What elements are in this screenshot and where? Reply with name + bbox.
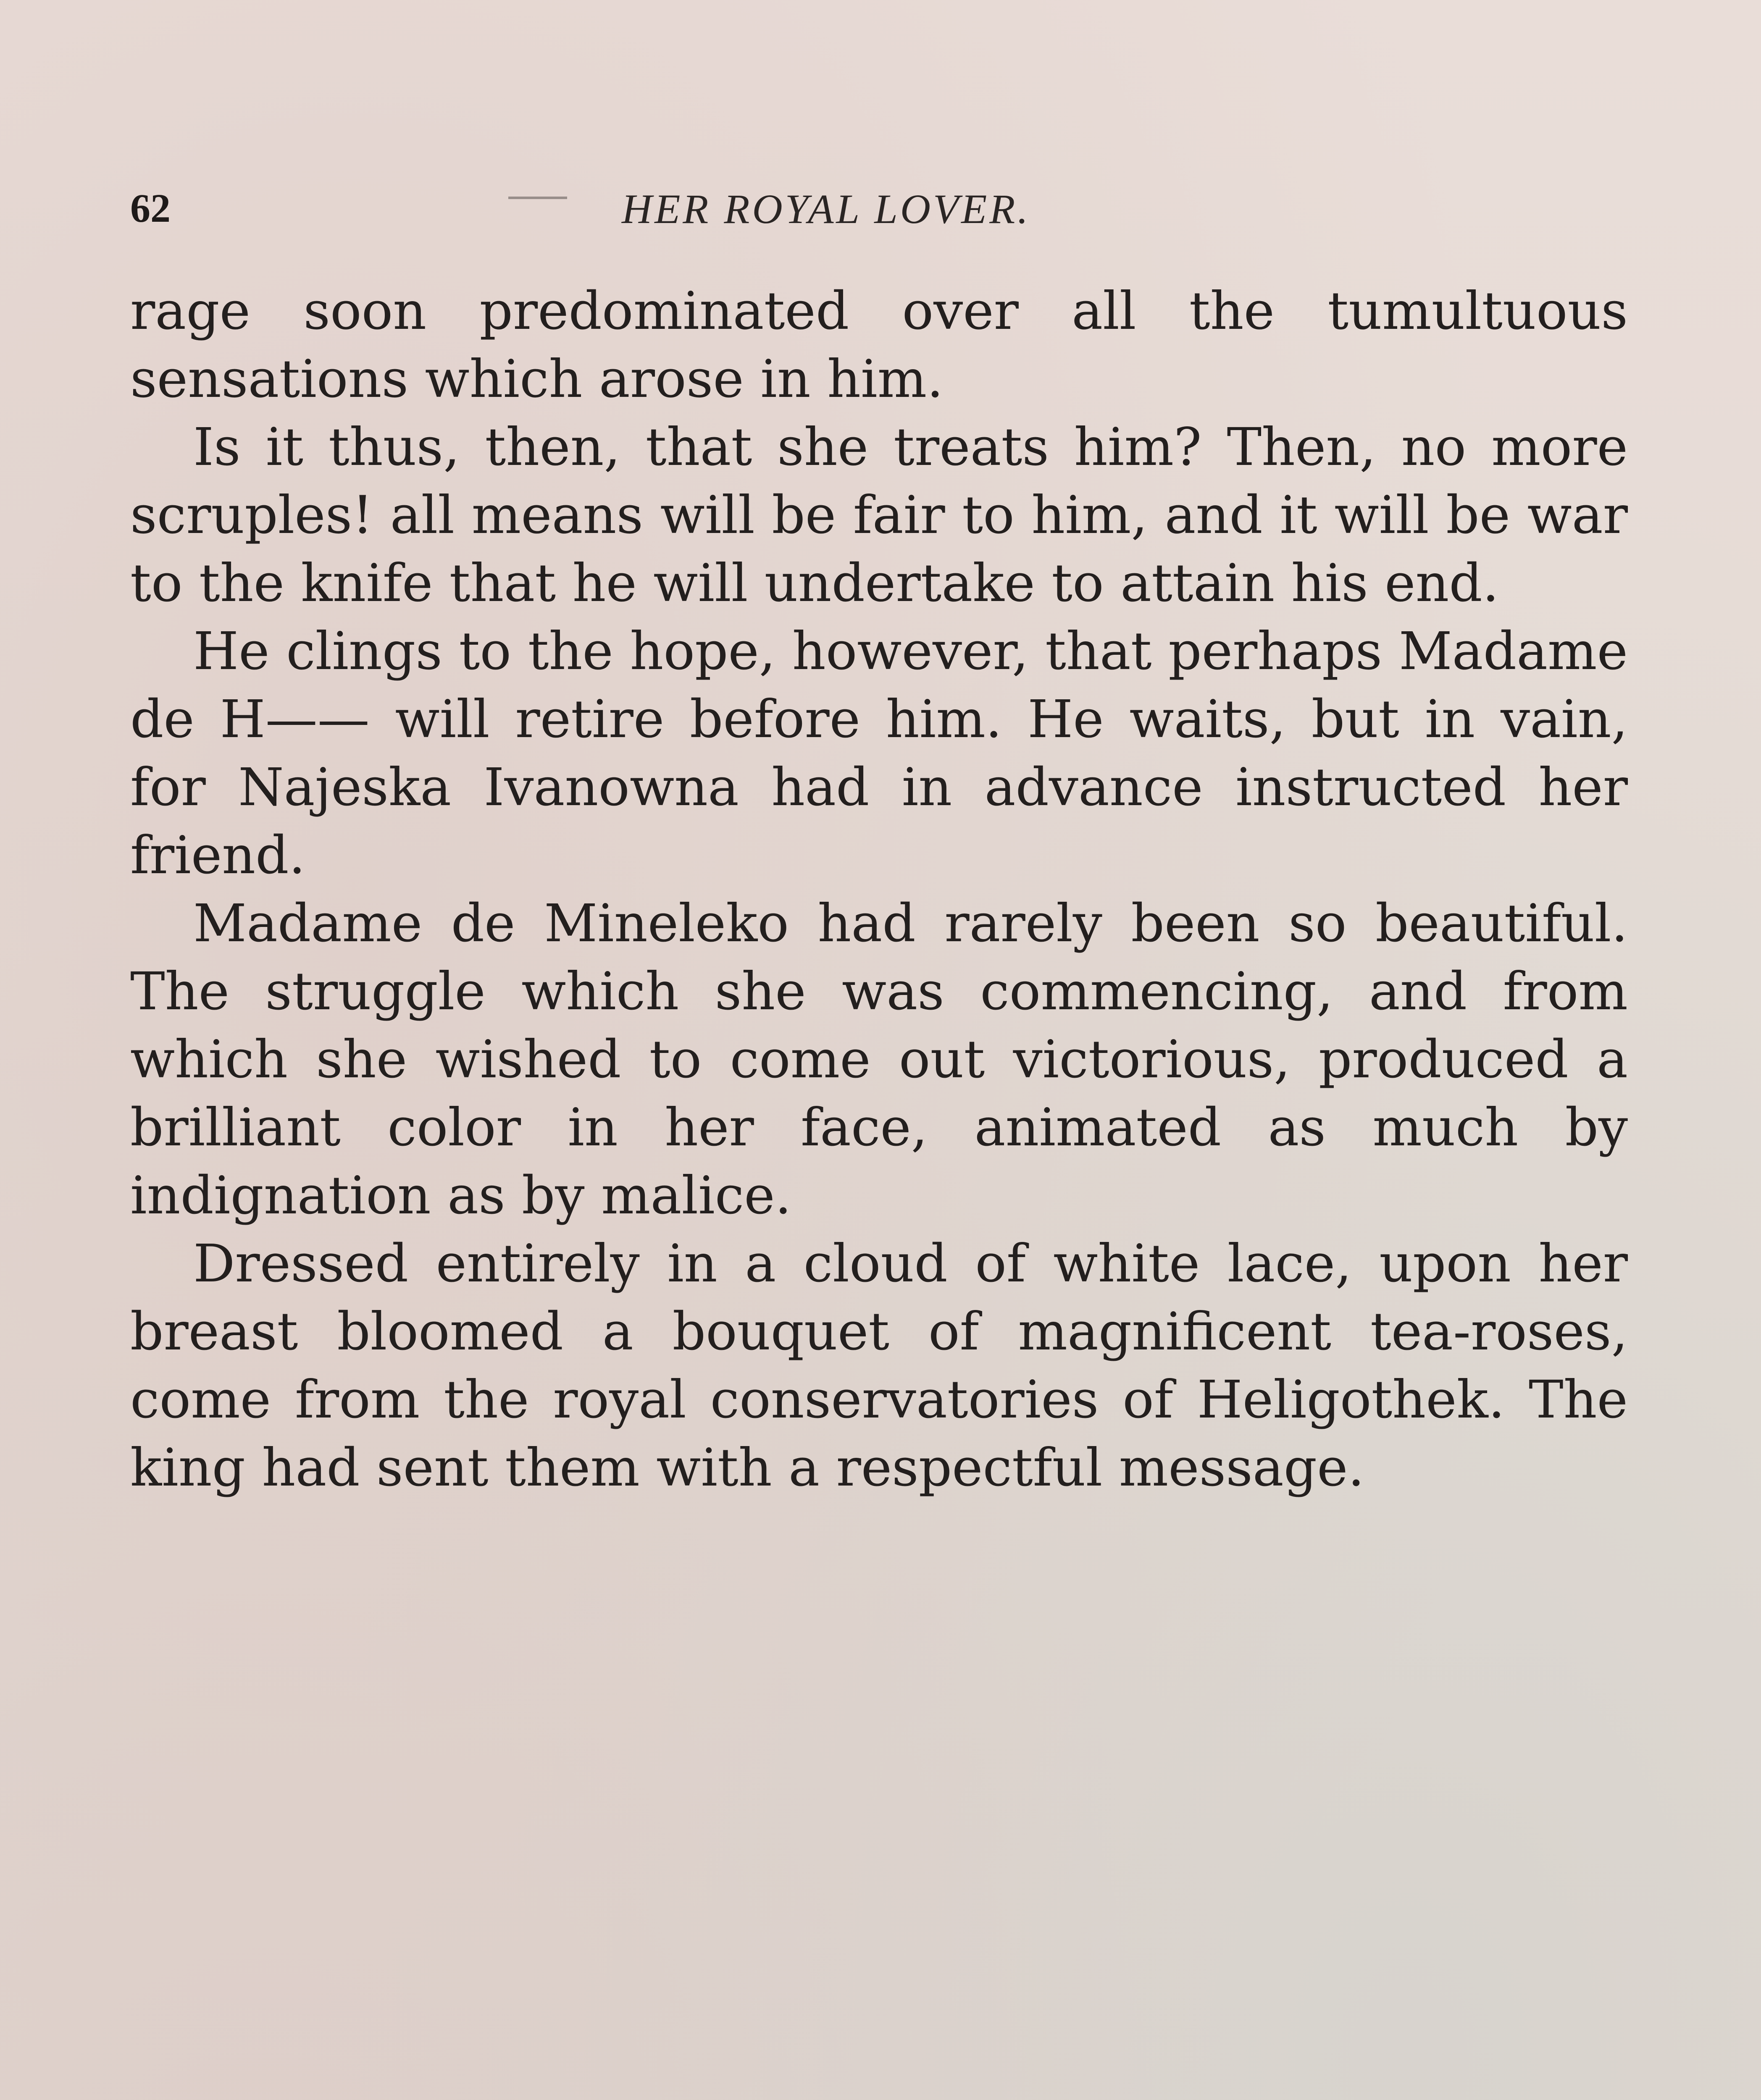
page-header <box>130 176 1626 235</box>
printer-mark <box>508 197 567 199</box>
paragraph: Is it thus, then, that she treats him? Then, no more scruples! all means will be fair to him, and it will be war to the knife that he will undertake to attain his end. <box>130 417 1628 614</box>
paragraph-continued: rage soon predominated over all the tumultuous sensations which arose in him. <box>130 281 1628 410</box>
page-number: 62 <box>130 186 171 231</box>
body-text <box>130 277 1628 1502</box>
paragraph: He clings to the hope, however, that perhaps Madame de H—— will retire before him. He waits, but in vain, for Najeska Ivanowna had in advance instructed her friend. <box>130 621 1628 886</box>
paragraph: Madame de Mineleko had rarely been so beautiful. The struggle which she was commencing, and from which she wished to come out victorious, produced a brilliant color in her face, animated as much by indignation as by malice. <box>130 893 1628 1226</box>
running-head-title: HER ROYAL LOVER. <box>622 186 1031 232</box>
paragraph: Dressed entirely in a cloud of white lace, upon her breast bloomed a bouquet of magnificent tea-roses, come from the royal conservatories of Heligothek. The king had sent them with a respectful message. <box>130 1234 1628 1498</box>
